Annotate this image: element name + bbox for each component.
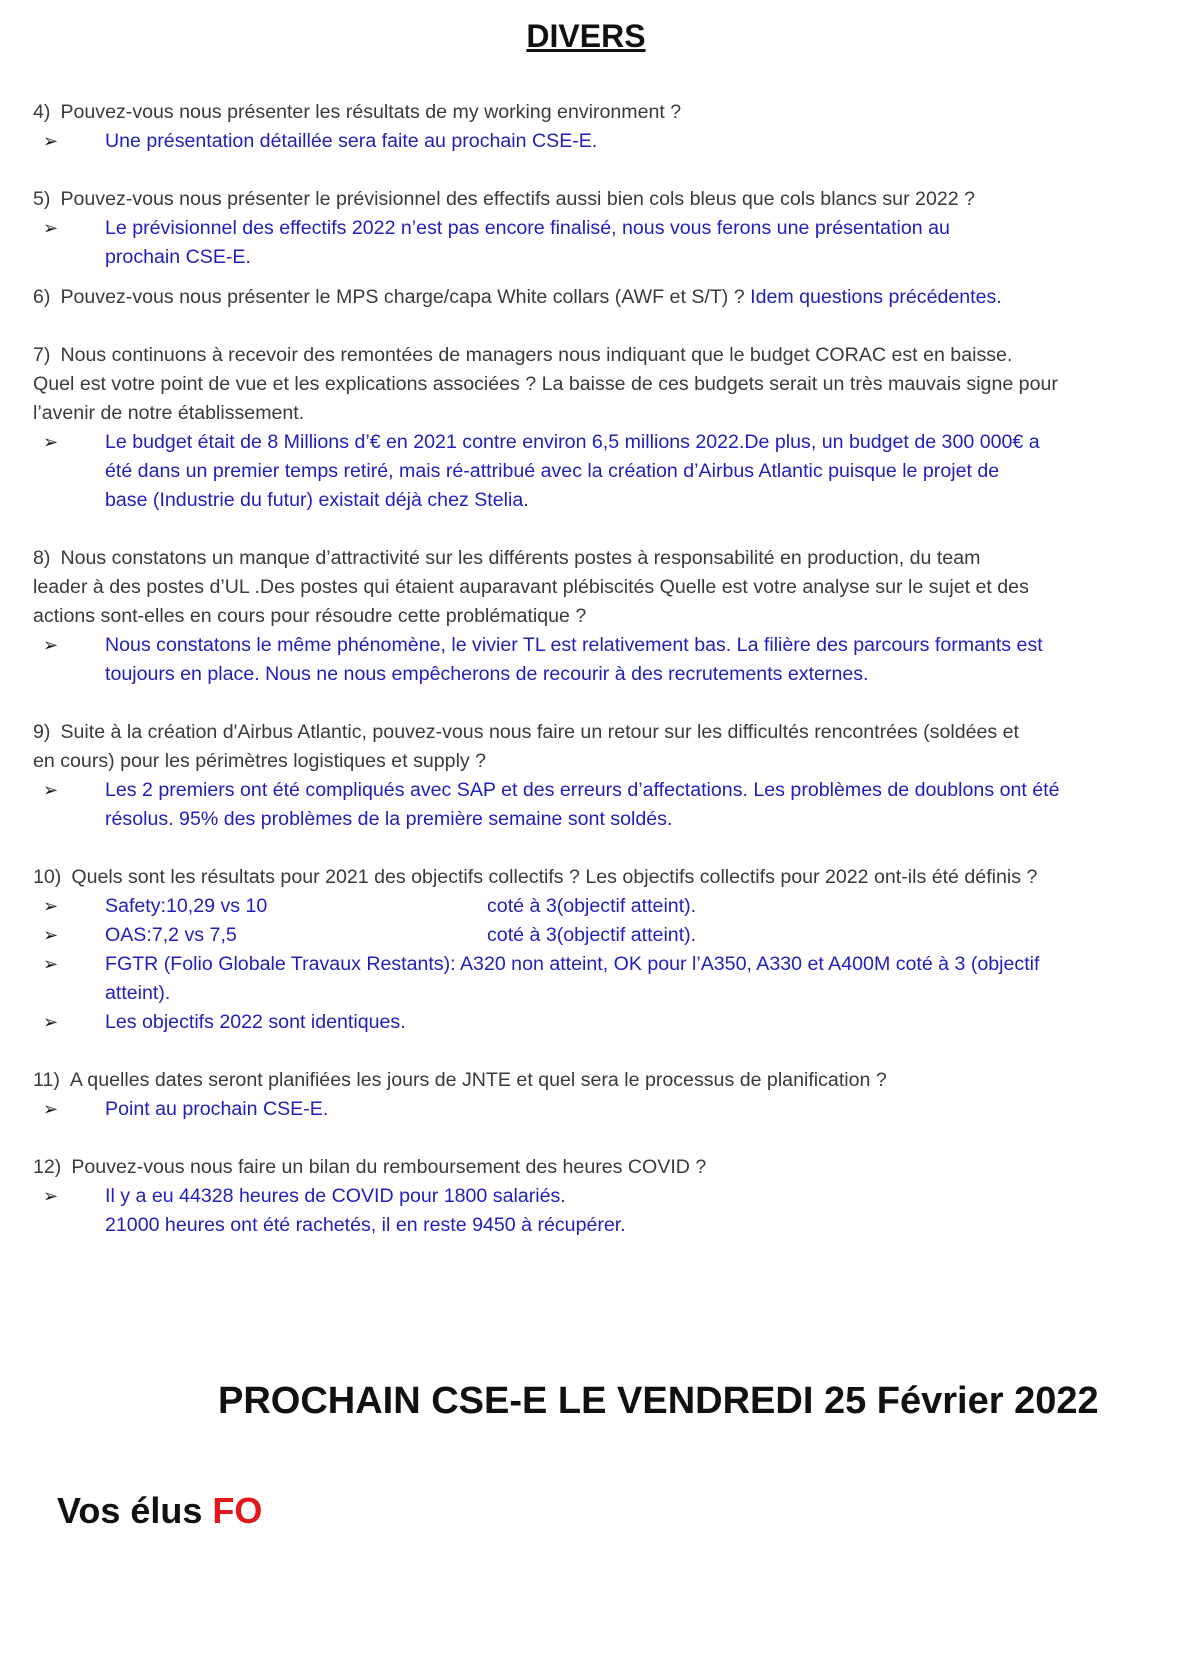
oas-label: OAS:7,2 vs 7,5 <box>105 924 237 946</box>
answer-oas <box>33 921 1178 950</box>
question-text: l’avenir de notre établissement. <box>33 402 305 424</box>
question-text: Pouvez-vous nous faire un bilan du remboursement des heures COVID ? <box>71 1156 707 1178</box>
answer-text: FGTR (Folio Globale Travaux Restants): A320 non atteint, OK pour l’A350, A330 et A400M coté à 3 (objectif <box>105 953 1040 975</box>
safety-value: coté à 3(objectif atteint). <box>487 895 697 917</box>
arrowhead-bullet-icon: ➢ <box>43 1099 59 1119</box>
arrowhead-bullet-icon: ➢ <box>43 131 59 151</box>
question-number: 7) <box>33 344 51 366</box>
answer-text: Le prévisionnel des effectifs 2022 n’est pas encore finalisé, nous vous ferons une présentation au <box>105 217 950 239</box>
arrowhead-bullet-icon: ➢ <box>43 896 59 916</box>
question-number: 4) <box>33 101 51 123</box>
answer <box>33 214 1178 272</box>
answer-text: été dans un premier temps retiré, mais ré-attribué avec la création d’Airbus Atlantic puisque le projet de <box>105 460 1000 482</box>
answer-text: atteint). <box>105 982 171 1004</box>
arrowhead-bullet-icon: ➢ <box>43 1186 59 1206</box>
question-text: leader à des postes d’UL .Des postes qui étaient auparavant plébiscités Quelle est votre analyse sur le sujet et des <box>33 576 1029 598</box>
question-text: Pouvez-vous nous présenter le MPS charge/capa White collars (AWF et S/T) ? <box>60 286 745 308</box>
question-9 <box>33 718 1178 834</box>
answer-text: Une présentation détaillée sera faite au prochain CSE-E. <box>105 130 598 152</box>
answer-text: toujours en place. Nous ne nous empêcherons de recourir à des recrutements externes. <box>105 663 869 685</box>
safety-label: Safety:10,29 vs 10 <box>105 895 268 917</box>
arrowhead-bullet-icon: ➢ <box>43 1012 59 1032</box>
answer-fgtr <box>33 950 1178 1008</box>
question-4 <box>33 98 1178 156</box>
question-text: Nous constatons un manque d’attractivité sur les différents postes à responsabilité en production, du team <box>60 547 981 569</box>
answer-text: prochain CSE-E. <box>105 246 251 268</box>
answer-text: Les 2 premiers ont été compliqués avec SAP et des erreurs d’affectations. Les problèmes de doublons ont été <box>105 779 1060 801</box>
question-8 <box>33 544 1178 689</box>
answer <box>33 428 1178 515</box>
answer-text: Il y a eu 44328 heures de COVID pour 1800 salariés. <box>105 1185 566 1207</box>
question-text: A quelles dates seront planifiées les jours de JNTE et quel sera le processus de planification ? <box>69 1069 887 1091</box>
question-text: Quels sont les résultats pour 2021 des objectifs collectifs ? Les objectifs collectifs pour 2022 ont-ils été définis ? <box>71 866 1038 888</box>
arrowhead-bullet-icon: ➢ <box>43 954 59 974</box>
arrowhead-bullet-icon: ➢ <box>43 635 59 655</box>
arrowhead-bullet-icon: ➢ <box>43 218 59 238</box>
question-text: Pouvez-vous nous présenter le prévisionnel des effectifs aussi bien cols bleus que cols blancs sur 2022 ? <box>60 188 975 210</box>
answer-text: 21000 heures ont été rachetés, il en reste 9450 à récupérer. <box>105 1214 626 1236</box>
arrowhead-bullet-icon: ➢ <box>43 780 59 800</box>
answer-text: Idem questions précédentes. <box>750 286 1002 308</box>
answer-text: base (Industrie du futur) existait déjà chez Stelia. <box>105 489 529 511</box>
question-number: 9) <box>33 721 51 743</box>
signature-prefix: Vos élus <box>57 1490 203 1531</box>
arrowhead-bullet-icon: ➢ <box>43 432 59 452</box>
question-5 <box>33 185 1178 272</box>
answer-text: Nous constatons le même phénomène, le vivier TL est relativement bas. La filière des parcours formants est <box>105 634 1043 656</box>
answer <box>33 1182 1178 1240</box>
oas-value: coté à 3(objectif atteint). <box>487 924 697 946</box>
answer-text: Le budget était de 8 Millions d’€ en 2021 contre environ 6,5 millions 2022.De plus, un budget de 300 000€ a <box>105 431 1040 453</box>
question-text: Pouvez-vous nous présenter les résultats de my working environment ? <box>60 101 682 123</box>
question-text: Nous continuons à recevoir des remontées de managers nous indiquant que le budget CORAC est en baisse. <box>60 344 1013 366</box>
question-text: en cours) pour les périmètres logistiques et supply ? <box>33 750 487 772</box>
answer <box>33 127 1178 156</box>
answer <box>33 776 1178 834</box>
question-number: 8) <box>33 547 51 569</box>
question-10 <box>33 863 1178 1037</box>
questions-list <box>33 98 1178 1240</box>
answer-objectives-2022 <box>33 1008 1178 1037</box>
union-name: FO <box>212 1490 263 1531</box>
answer <box>33 631 1178 689</box>
question-6 <box>33 283 1178 312</box>
question-number: 6) <box>33 286 51 308</box>
next-meeting-announcement: PROCHAIN CSE-E LE VENDREDI 25 Février 2022 <box>218 1380 1099 1422</box>
question-number: 11) <box>33 1069 60 1091</box>
page-title: DIVERS <box>526 18 646 54</box>
question-text: Quel est votre point de vue et les explications associées ? La baisse de ces budgets serait un très mauvais signe pour <box>33 373 1058 395</box>
question-number: 12) <box>33 1156 62 1178</box>
answer-text: Point au prochain CSE-E. <box>105 1098 329 1120</box>
answer <box>33 1095 1178 1124</box>
question-7 <box>33 341 1178 515</box>
question-number: 10) <box>33 866 62 888</box>
answer-text: résolus. 95% des problèmes de la première semaine sont soldés. <box>105 808 673 830</box>
answer-text: Les objectifs 2022 sont identiques. <box>105 1011 406 1033</box>
question-text: actions sont-elles en cours pour résoudre cette problématique ? <box>33 605 587 627</box>
signature <box>57 1490 262 1532</box>
question-text: Suite à la création d'Airbus Atlantic, pouvez-vous nous faire un retour sur les difficultés rencontrées (soldées et <box>60 721 1019 743</box>
question-12 <box>33 1153 1178 1240</box>
question-number: 5) <box>33 188 51 210</box>
answer-safety <box>33 892 1178 921</box>
question-11 <box>33 1066 1178 1124</box>
arrowhead-bullet-icon: ➢ <box>43 925 59 945</box>
